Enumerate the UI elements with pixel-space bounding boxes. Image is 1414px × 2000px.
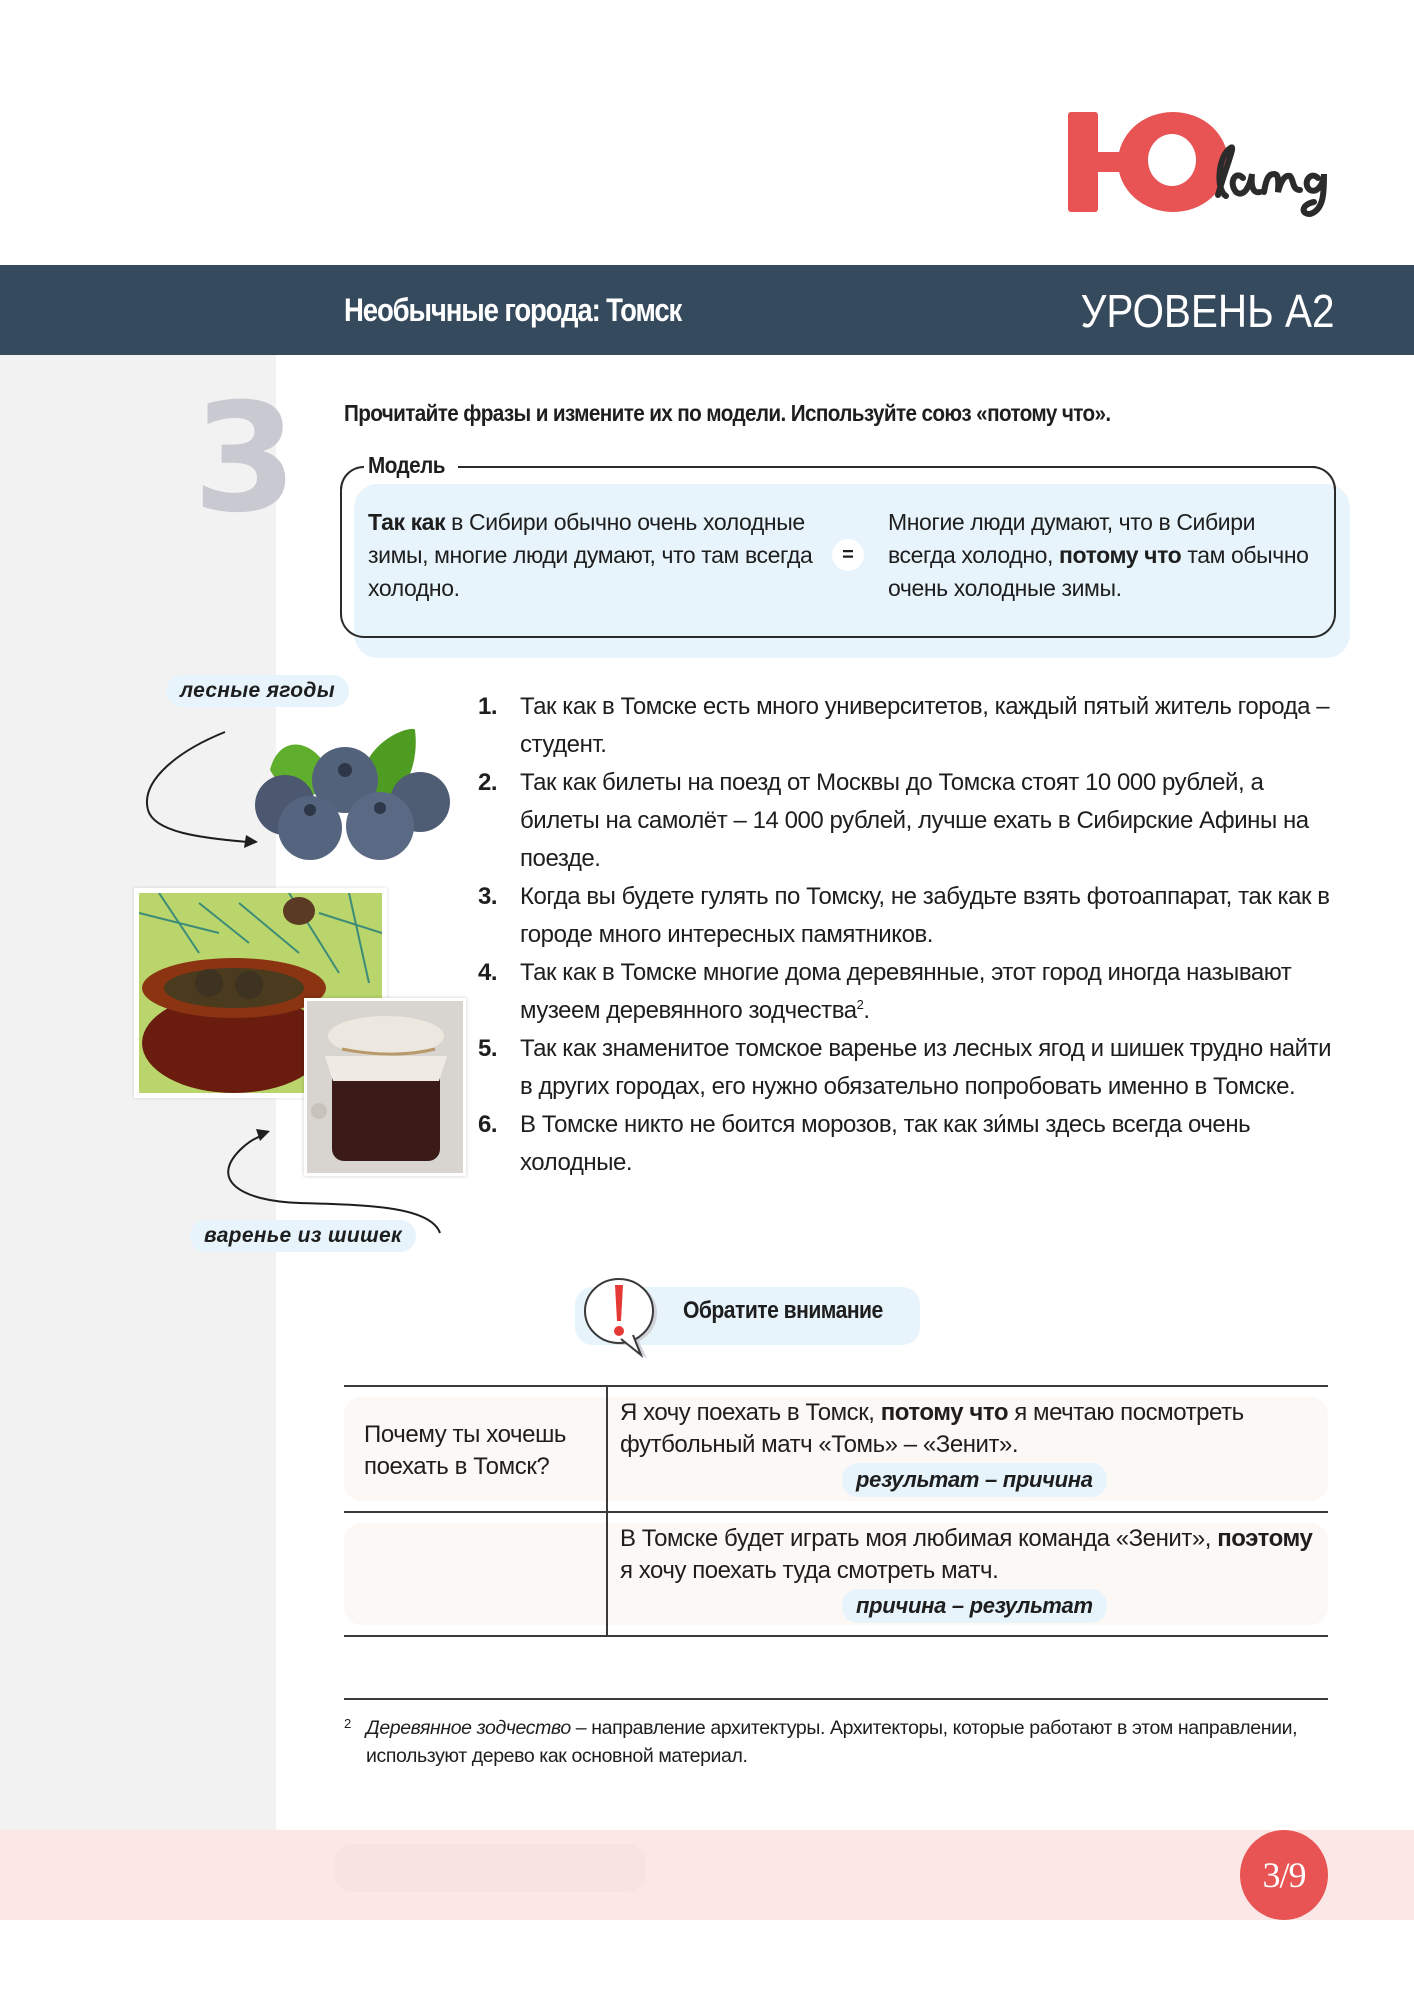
relation-pill: результат – причина	[842, 1463, 1107, 1497]
page-title: Необычные города: Томск	[344, 292, 682, 328]
answer-text: Я хочу поехать в Томск,	[620, 1399, 881, 1426]
model-frame-corner	[1312, 466, 1336, 490]
model-frame-top-line	[458, 466, 1316, 468]
footnote-divider	[344, 1698, 1328, 1700]
item-text: Так как в Томске многие дома деревянные, этот город иногда называют музеем деревянного зодчества	[520, 959, 1292, 1024]
item-text: Так как билеты на поезд от Москвы до Томска стоят 10 000 рублей, а билеты на самолёт – 14 000 рублей, лучше ехать в Сибирские Афины на поезде.	[520, 769, 1309, 872]
pill-wrap	[620, 1589, 1320, 1633]
exercise-list	[478, 688, 1348, 1182]
relation-pill: причина – результат	[842, 1589, 1107, 1623]
item-number: 4.	[478, 959, 498, 986]
item-number: 6.	[478, 1111, 498, 1138]
item-text: Когда вы будете гулять по Томску, не забудьте взять фотоаппарат, так как в городе много интересных памятников.	[520, 883, 1330, 948]
caption-berries: лесные ягоды	[166, 675, 349, 707]
footnote-mark: 2	[344, 1716, 351, 1731]
exercise-item	[478, 688, 1348, 764]
model-right-after: там обычно очень холодные зимы.	[888, 542, 1309, 601]
model-right-before: Многие люди думают, что в Сибири всегда холодно,	[888, 509, 1256, 568]
caption-jam: варенье из шишек	[190, 1220, 416, 1252]
answer-bold: потому что	[880, 1399, 1009, 1426]
table-row	[344, 1385, 1328, 1511]
attention-label: Обратите внимание	[683, 1297, 883, 1324]
table-question: Почему ты хочешь поехать в Томск?	[364, 1421, 567, 1480]
answer-text: В Томске будет играть моя любимая команда «Зенит»,	[620, 1525, 1218, 1552]
header-bar	[0, 265, 1414, 355]
item-number: 1.	[478, 693, 498, 720]
model-box	[340, 452, 1336, 638]
exercise-item	[478, 878, 1348, 954]
grammar-table	[344, 1385, 1328, 1637]
yulang-logo	[1068, 100, 1338, 230]
item-text: Так как знаменитое томское варенье из лесных ягод и шишек трудно найти в других городах, его нужно обязательно попробовать именно в Томске.	[520, 1035, 1332, 1100]
exercise-number-graphic	[190, 392, 300, 522]
exercise-item	[478, 764, 1348, 878]
model-frame-corner	[340, 466, 364, 490]
footnote	[344, 1714, 1328, 1770]
model-left-rest: в Сибири обычно очень холодные зимы, многие люди думают, что там всегда холодно.	[368, 509, 813, 601]
answer-text: я хочу поехать туда смотреть матч.	[620, 1557, 999, 1584]
table-answer	[620, 1513, 1320, 1633]
model-right-bold: потому что	[1059, 542, 1182, 568]
table-answer	[620, 1387, 1320, 1507]
exclamation-speech-bubble-icon	[575, 1271, 675, 1361]
item-text-end: .	[863, 997, 870, 1024]
footnote-ref[interactable]: 2	[856, 997, 864, 1012]
exercise-item	[478, 1106, 1348, 1182]
item-number: 2.	[478, 769, 498, 796]
pill-wrap	[620, 1463, 1320, 1507]
item-text: Так как в Томске есть много университетов, каждый пятый житель города – студент.	[520, 693, 1330, 758]
model-right-sentence	[888, 506, 1328, 605]
footer-bar	[0, 1830, 1414, 1920]
footnote-term: Деревянное зодчество	[366, 1717, 571, 1739]
equals-icon: =	[832, 539, 864, 571]
model-left-sentence	[368, 506, 838, 605]
exercise-instruction: Прочитайте фразы и измените их по модели. Используйте союз «потому что».	[344, 400, 1111, 426]
footnote-text: – направление архитектуры. Архитекторы, которые работают в этом направлении, используют дерево как основной материал.	[366, 1717, 1298, 1767]
level-label: УРОВЕНЬ А2	[1080, 285, 1334, 337]
page-number-badge: 3/9	[1240, 1830, 1328, 1920]
blueberries-photo	[240, 710, 455, 860]
svg-text:3: 3	[192, 392, 298, 522]
answer-text: я мечтаю посмотреть футбольный матч «Томь» – «Зенит».	[620, 1399, 1244, 1458]
answer-bold: поэтому	[1217, 1525, 1313, 1552]
table-row	[344, 1511, 1328, 1637]
item-number: 5.	[478, 1035, 498, 1062]
item-number: 3.	[478, 883, 498, 910]
exercise-item	[478, 1030, 1348, 1106]
model-left-bold: Так как	[368, 509, 446, 535]
item-text: В Томске никто не боится морозов, так как зи́мы здесь всегда очень холодные.	[520, 1111, 1251, 1176]
footer-decoration	[335, 1844, 645, 1892]
attention-banner	[575, 1285, 920, 1345]
column-divider	[606, 1513, 608, 1635]
exercise-item	[478, 954, 1348, 1030]
column-divider	[606, 1387, 608, 1511]
model-label: Модель	[368, 452, 445, 478]
